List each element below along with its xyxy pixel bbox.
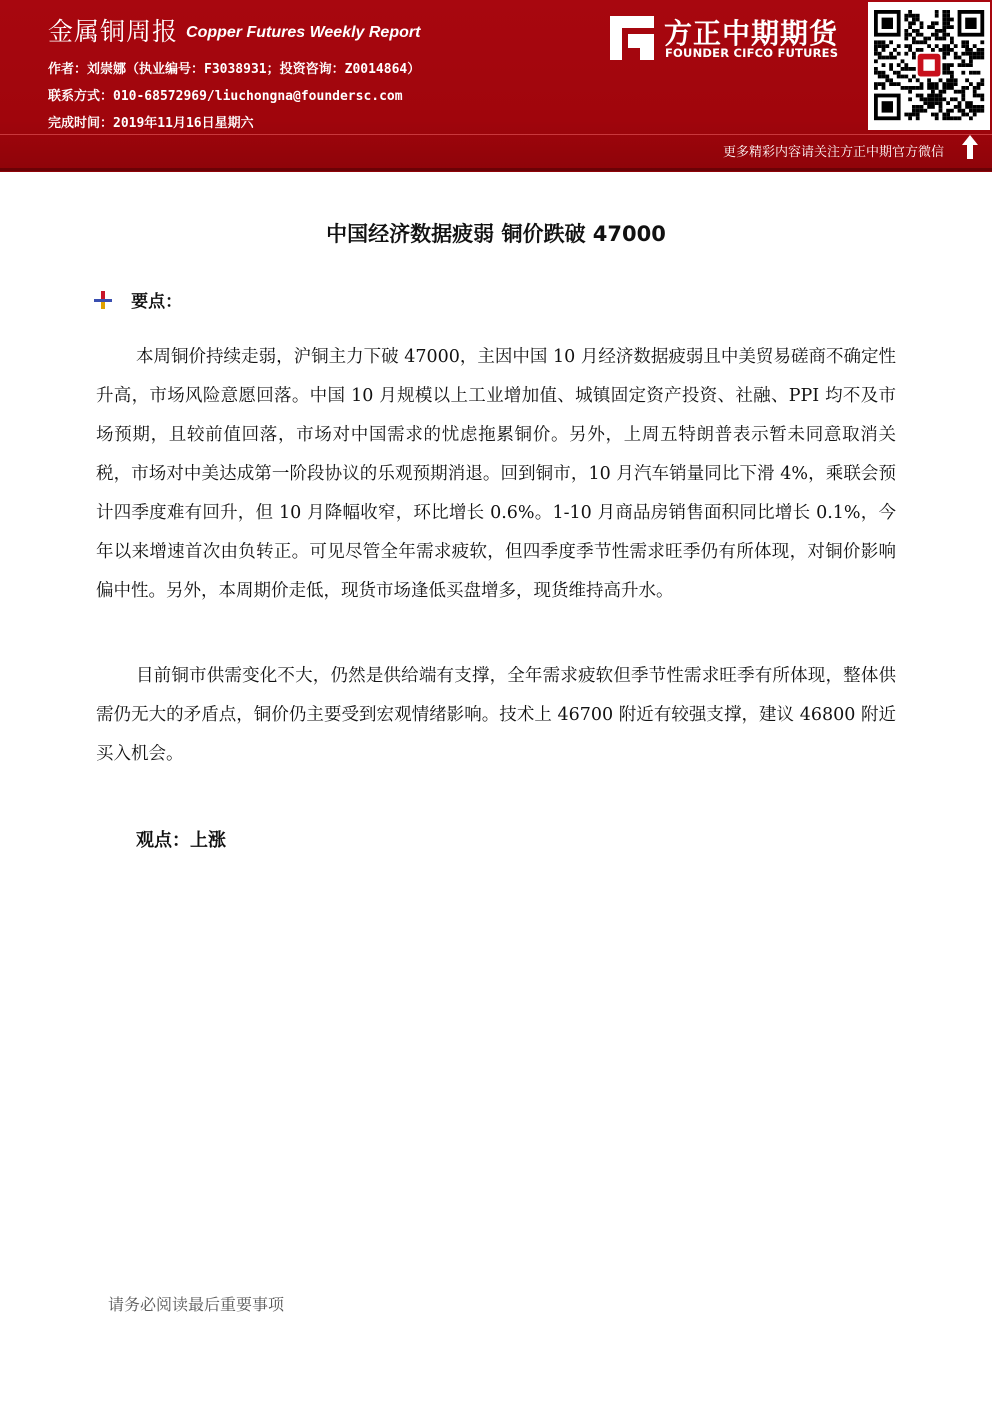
header-divider	[0, 134, 992, 135]
follow-wechat-text: 更多精彩内容请关注方正中期官方微信	[722, 145, 944, 160]
paragraph-1: 本周铜价持续走弱，沪铜主力下破 47000，主因中国 10 月经济数据疲弱且中美贸易磋商不确定性升高，市场风险意愿回落。中国 10 月规模以上工业增加值、城镇固定资产投资、社融、PPI 均不及市场预期，且较前值回落，市场对中国需求的忧虑拖累铜价。另外，上周五特朗普表示暂未同意取消关税，市场对中美达成第一阶段协议的乐观预期消退。回到铜市，10 月汽车销量同比下滑 4%，乘联会预计四季度难有回升，但 10 月降幅收窄，环比增长 0.6%。1-10 月商品房销售面积同比增长 0.1%，今年以来增速首次由负转正。可见尽管全年需求疲软，但四季度季节性需求旺季仍有所体现，对铜价影响偏中性。另外，本周期价走低，现货市场逢低买盘增多，现货维持高升水。	[96, 347, 896, 601]
contact-line[interactable]: 联系方式：010-68572969/liuchongna@foundersc.com	[48, 89, 403, 104]
document-title: 中国经济数据疲弱 铜价跌破 47000	[326, 222, 666, 246]
company-name-cn: 方正中期期货	[664, 17, 839, 50]
company-logo[interactable]	[606, 12, 864, 62]
up-arrow-icon[interactable]	[960, 134, 980, 160]
report-name-en: Copper Futures Weekly Report	[186, 24, 421, 41]
qr-code-icon	[868, 2, 990, 130]
market-view: 观点：上涨	[136, 830, 226, 851]
keypoints-label: 要点：	[131, 292, 183, 312]
disclaimer-note: 请务必阅读最后重要事项	[108, 1295, 285, 1314]
author-line: 作者：刘崇娜（执业编号：F3038931；投资咨询：Z0014864）	[48, 62, 421, 77]
keypoints-heading	[94, 287, 182, 312]
company-name-en: FOUNDER CIFCO FUTURES	[665, 46, 839, 60]
header-bottom-line	[0, 168, 992, 171]
report-header	[0, 0, 992, 172]
date-line: 完成时间：2019年11月16日星期六	[48, 116, 254, 131]
report-name-cn: 金属铜周报	[48, 17, 179, 46]
wechat-qr-code[interactable]	[868, 2, 990, 130]
paragraph-2: 目前铜市供需变化不大，仍然是供给端有支撑，全年需求疲软但季节性需求旺季有所体现，整体供需仍无大的矛盾点，铜价仍主要受到宏观情绪影响。技术上 46700 附近有较强支撑，建议 46800 附近买入机会。	[96, 666, 896, 764]
report-name	[48, 12, 420, 48]
bullet-icon	[94, 291, 112, 309]
company-logo-mark	[608, 14, 656, 62]
